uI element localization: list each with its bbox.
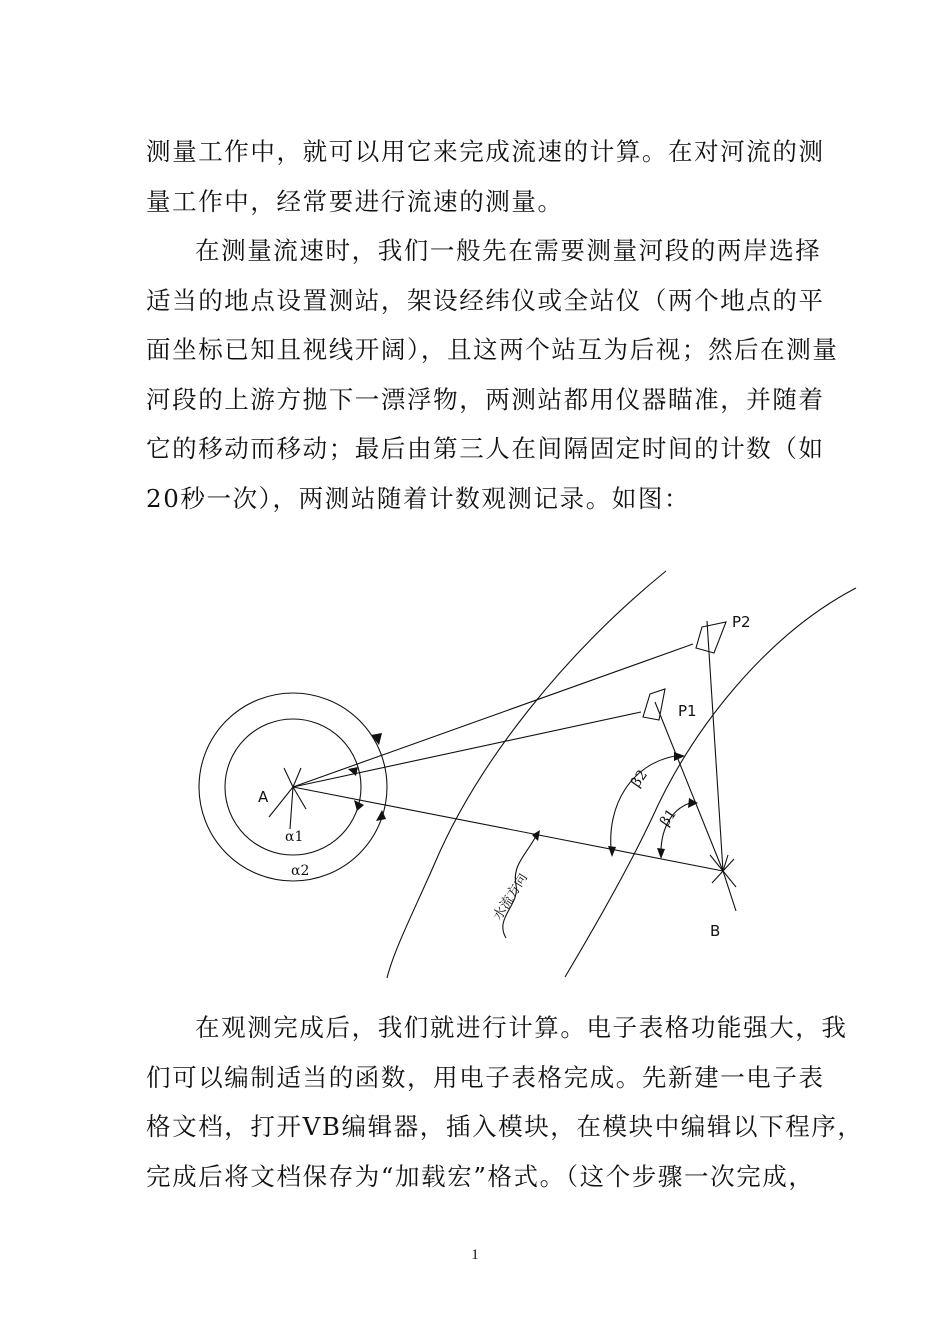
text-line: 它的移动而移动；最后由第三人在间隔固定时间的计数（如 (146, 434, 825, 463)
beta2-label: β2 (628, 767, 652, 791)
paragraph-2 (146, 226, 839, 523)
sight-line-a-p1 (293, 712, 641, 787)
point-p2-label: P2 (732, 613, 751, 631)
float-p1-shape (643, 689, 665, 720)
beta1-label: β1 (657, 806, 681, 830)
station-a-tick (284, 768, 293, 787)
text-line: 测量工作中，就可以用它来完成流速的计算。在对河流的测 (146, 137, 825, 166)
text-line: 在测量流速时，我们一般先在需要测量河段的两岸选择 (195, 236, 822, 265)
extension-b-lower-right (723, 871, 736, 911)
text-line: 面坐标已知且视线开阔），且这两个站互为后视；然后在测量 (146, 335, 839, 364)
point-a-label: A (258, 788, 269, 806)
sight-line-b-p2 (707, 621, 723, 871)
beta1-end-arrowhead (657, 848, 665, 859)
paragraph-1 (146, 127, 825, 226)
point-b-label: B (710, 922, 721, 940)
float-p2-shape (696, 622, 726, 653)
beta2-end-arrowhead (608, 846, 616, 857)
sight-line-b-p1 (655, 702, 723, 871)
flow-direction-label: 水流方向 (490, 871, 531, 924)
alpha2-label: α2 (291, 863, 310, 879)
alpha1-label: α1 (285, 829, 304, 845)
page-number: 1 (471, 1247, 479, 1263)
flow-arrowhead (532, 830, 540, 841)
river-bank-right (565, 588, 856, 977)
text-line: 20秒一次），两测站随着计数观测记录。如图： (146, 483, 691, 513)
text-line: 河段的上游方抛下一漂浮物，两测站都用仪器瞄准，并随着 (146, 384, 825, 414)
text-line: 量工作中，经常要进行流速的测量。 (146, 186, 564, 216)
beta2-arrowhead (674, 752, 685, 761)
point-p1-label: P1 (678, 702, 697, 720)
text-line: 完成后将文档保存为“加载宏”格式。（这个步骤一次完成， (146, 1161, 815, 1191)
alpha2-end-arrowhead (376, 810, 386, 821)
text-line: 格文档，打开VB编辑器，插入模块，在模块中编辑以下程序， (146, 1112, 864, 1141)
station-a-tick (290, 787, 293, 829)
station-a-tick (293, 787, 306, 809)
survey-figure (180, 565, 870, 985)
river-bank-left (387, 571, 666, 978)
text-line: 在观测完成后，我们就进行计算。电子表格功能强大，我 (195, 1013, 848, 1042)
text-line: 适当的地点设置测站，架设经纬仪或全站仪（两个地点的平 (146, 285, 825, 315)
sight-line-a-p2 (293, 644, 693, 787)
beta2-arc (611, 756, 675, 848)
station-a-tick (269, 787, 293, 817)
baseline-a-b (293, 787, 723, 871)
survey-diagram (180, 565, 870, 985)
text-line: 们可以编制适当的函数，用电子表格完成。先新建一电子表 (146, 1062, 825, 1092)
paragraph-3 (146, 1003, 864, 1201)
